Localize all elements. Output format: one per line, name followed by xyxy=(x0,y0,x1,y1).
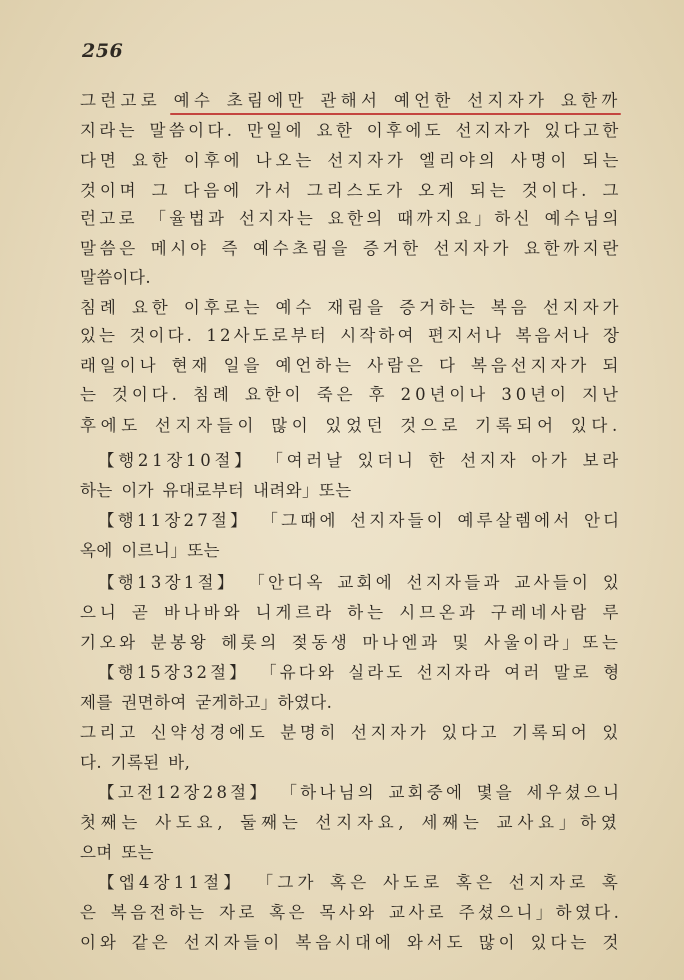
text-line: 하는 이가 유대로부터 내려와」또는 xyxy=(80,481,352,500)
text-line: 것이며 그 다음에 가서 그리스도가 오게 되는 것이다. 그 xyxy=(80,181,623,200)
text-line: 제를 권면하여 굳게하고」하였다. xyxy=(80,693,333,712)
text-line: 으며 또는 xyxy=(80,843,155,862)
text-line: 있는 것이다. 12사도로부터 시작하여 편지서나 복음서나 장 xyxy=(80,326,623,345)
text-line: 다면 요한 이후에 나오는 선지자가 엘리야의 사명이 되는 xyxy=(80,151,623,170)
text-line: 첫째는 사도요, 둘째는 선지자요, 세째는 교사요」하였 xyxy=(80,813,622,832)
text-line: 은 복음전하는 자로 혹은 목사와 교사로 주셨으니」하였다. xyxy=(80,903,623,922)
red-underline-annotation xyxy=(170,113,621,115)
text-line: 옥에 이르니」또는 xyxy=(80,541,220,560)
text-line: 그런고로 예수 초림에만 관해서 예언한 선지자가 요한까 xyxy=(80,91,622,110)
text-line: 말씀이다. xyxy=(80,268,152,287)
text-line: 그리고 신약성경에도 분명히 선지자가 있다고 기록되어 있 xyxy=(80,723,623,742)
text-line: 【행15장32절】 「유다와 실라도 선지자라 여러 말로 형 xyxy=(98,663,623,682)
text-line: 으니 곧 바나바와 니게르라 하는 시므온과 구레네사람 루 xyxy=(80,603,623,622)
text-line: 다. 기록된 바, xyxy=(80,753,191,772)
text-line: 【행13장1절】 「안디옥 교회에 선지자들과 교사들이 있 xyxy=(98,573,623,592)
text-line: 말씀은 메시야 즉 예수초림을 증거한 선지자가 요한까지란 xyxy=(80,239,623,258)
text-line: 는 것이다. 침례 요한이 죽은 후 20년이나 30년이 지난 xyxy=(80,385,622,404)
text-line: 후에도 선지자들이 많이 있었던 것으로 기록되어 있다. xyxy=(80,416,622,435)
text-line: 기오와 분봉왕 헤롯의 젖동생 마나엔과 및 사울이라」또는 xyxy=(80,633,622,652)
text-line: 【엡4장11절】 「그가 혹은 사도로 혹은 선지자로 혹 xyxy=(98,873,623,892)
text-line: 지라는 말씀이다. 만일에 요한 이후에도 선지자가 있다고한 xyxy=(80,121,622,140)
page-number: 256 xyxy=(82,40,124,62)
text-line: 래일이나 현재 일을 예언하는 사람은 다 복음선지자가 되 xyxy=(80,356,623,375)
text-line: 런고로 「율법과 선지자는 요한의 때까지요」하신 예수님의 xyxy=(80,209,622,228)
text-line: 【행21장10절】 「여러날 있더니 한 선지자 아가 보라 xyxy=(98,451,622,470)
text-line: 이와 같은 선지자들이 복음시대에 와서도 많이 있다는 것 xyxy=(80,933,623,952)
text-line: 【행11장27절】 「그때에 선지자들이 예루살렘에서 안디 xyxy=(98,511,623,530)
text-line: 침례 요한 이후로는 예수 재림을 증거하는 복음 선지자가 xyxy=(80,298,623,317)
text-line: 【고전12장28절】 「하나님의 교회중에 몇을 세우셨으니 xyxy=(98,783,623,802)
